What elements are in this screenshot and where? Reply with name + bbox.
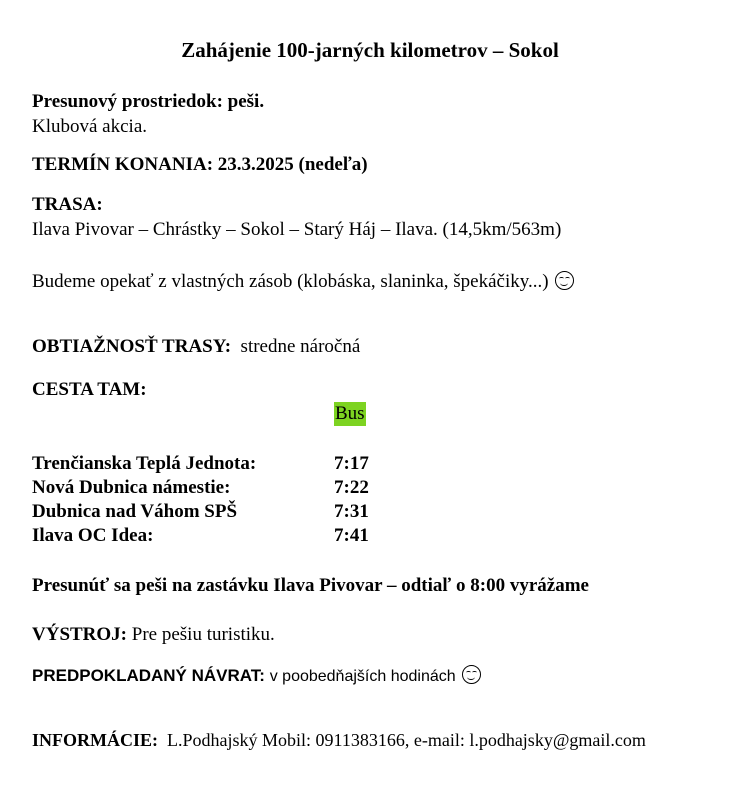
difficulty-line (32, 335, 360, 359)
schedule-row (32, 500, 369, 524)
schedule-time: 7:17 (334, 453, 369, 474)
info-label: INFORMÁCIE: (32, 730, 158, 750)
journey-heading (32, 378, 147, 402)
route-heading (32, 193, 103, 217)
schedule-time: 7:41 (334, 525, 369, 546)
return-line (32, 664, 481, 689)
route-description: Ilava Pivovar – Chrástky – Sokol – Starý Háj – Ilava. (14,5km/563m) (32, 219, 562, 240)
schedule-row (32, 452, 369, 476)
transfer-text: Presunúť sa peši na zastávku Ilava Pivovar – odtiaľ o 8:00 vyrážame (32, 575, 589, 596)
equipment-line (32, 623, 275, 647)
schedule-time: 7:22 (334, 477, 369, 498)
schedule-row (32, 524, 369, 548)
food-line (32, 270, 574, 294)
return-label: PREDPOKLADANÝ NÁVRAT: (32, 666, 265, 685)
schedule-stop: Nová Dubnica námestie: (32, 477, 231, 498)
equipment-value: Pre pešiu turistiku. (131, 624, 275, 645)
schedule-stop: Dubnica nad Váhom SPŠ (32, 501, 238, 522)
schedule-stop: Ilava OC Idea: (32, 525, 154, 546)
transport-line (32, 90, 264, 114)
route-label: TRASA: (32, 194, 103, 215)
info-value: L.Podhajský Mobil: 0911383166, e-mail: l.podhajsky@gmail.com (167, 730, 646, 750)
schedule-stop: Trenčianska Teplá Jednota: (32, 453, 257, 474)
club-note: Klubová akcia. (32, 116, 148, 137)
journey-label: CESTA TAM: (32, 379, 147, 400)
page-title: Zahájenie 100-jarných kilometrov – Sokol (181, 38, 559, 62)
smiling-face-icon (462, 665, 481, 684)
schedule-row (32, 476, 369, 500)
transport-label: Presunový prostriedok: peši. (32, 91, 265, 112)
difficulty-label: OBTIAŽNOSŤ TRASY: (32, 336, 232, 357)
return-value: v poobedňajších hodinách (269, 668, 456, 685)
equipment-label: VÝSTROJ: (32, 624, 128, 645)
schedule-time: 7:31 (334, 501, 369, 522)
bus-highlight: Bus (335, 403, 365, 424)
event-date (32, 153, 368, 177)
difficulty-value: stredne náročná (240, 336, 361, 357)
info-line (32, 728, 646, 752)
food-text: Budeme opekať z vlastných zásob (klobáska, slaninka, špekáčiky...) (32, 271, 549, 292)
smiling-face-icon (555, 271, 574, 290)
event-date-text: TERMÍN KONANIA: 23.3.2025 (nedeľa) (32, 154, 368, 175)
transfer-line (32, 574, 589, 598)
